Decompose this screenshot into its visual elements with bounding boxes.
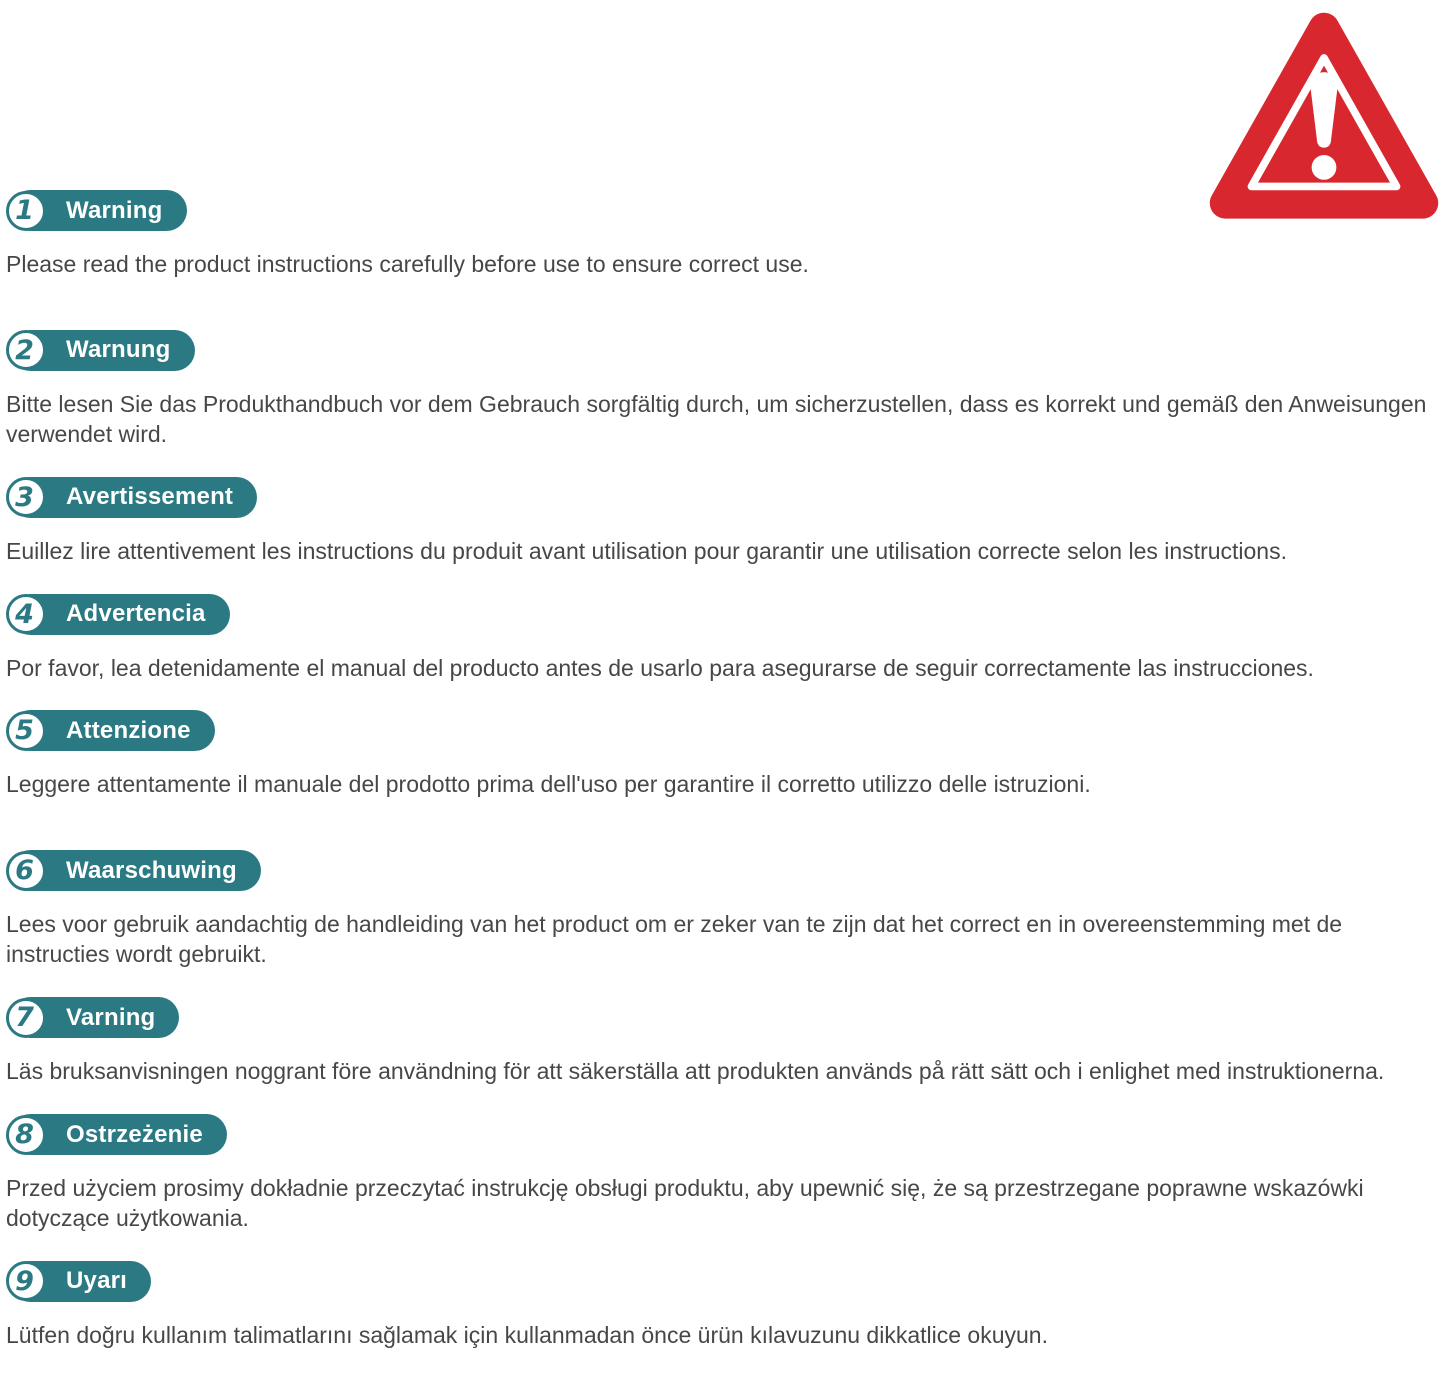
section-warning-fr [6,477,1441,567]
section-warning-de [6,330,1441,450]
badge-label: Varning [66,1003,156,1031]
badge-number-circle [6,594,46,634]
section-text: Please read the product instructions carefully before use to ensure correct use. [6,251,809,277]
section-text: Bitte lesen Sie das Produkthandbuch vor dem Gebrauch sorgfältig durch, um sicherzustellen, dass es korrekt und gemäß den Anweisungen verwendet wird. [6,390,1427,447]
section-badge [10,850,261,891]
section-warning-es [6,594,1441,684]
section-text: Leggere attentamente il manuale del prodotto prima dell'uso per garantire il corretto utilizzo delle istruzioni. [6,771,1091,798]
section-badge [10,594,230,635]
section-badge [10,997,179,1038]
badge-label: Avertissement [66,483,234,511]
section-badge [10,1261,151,1302]
badge-label: Attenzione [66,716,191,744]
section-warning-tr [6,1261,1441,1351]
section-warning-it [6,710,1441,800]
badge-number: 2 [15,334,34,366]
badge-number: 6 [15,855,34,887]
section-warning-nl [6,850,1441,970]
badge-number-circle [6,330,46,370]
badge-label: Ostrzeżenie [66,1120,203,1148]
badge-label: Warning [66,196,163,224]
section-text: Läs bruksanvisningen noggrant före användning för att säkerställa att produkten används på rätt sätt och i enlighet med instruktionerna. [6,1058,1385,1085]
badge-number-circle [6,851,46,891]
section-badge [10,1114,227,1155]
badge-number: 5 [15,715,34,747]
section-text: Por favor, lea detenidamente el manual del producto antes de usarlo para asegurarse de seguir correctamente las instrucciones. [6,654,1314,681]
badge-label: Warnung [66,336,171,364]
warning-triangle-icon [1205,2,1443,240]
badge-number-circle [6,477,46,517]
badge-number: 9 [15,1265,34,1297]
section-text: Lütfen doğru kullanım talimatlarını sağlamak için kullanmadan önce ürün kılavuzunu dikkatlice okuyun. [6,1321,1048,1348]
badge-number: 3 [15,481,34,513]
section-warning-pl [6,1114,1441,1234]
section-badge [10,190,187,231]
badge-number: 7 [15,1002,34,1034]
section-text: Lees voor gebruik aandachtig de handleiding van het product om er zeker van te zijn dat het correct en in overeenstemming met de instructies wordt gebruikt. [6,911,1343,968]
badge-number: 4 [15,598,34,630]
section-badge [10,710,215,751]
badge-label: Advertencia [66,600,206,628]
badge-label: Uyarı [66,1267,128,1295]
badge-number: 8 [15,1119,34,1151]
badge-number-circle [6,191,46,231]
badge-number-circle [6,1115,46,1155]
badge-number-circle [6,998,46,1038]
badge-label: Waarschuwing [66,856,237,884]
badge-number-circle [6,1261,46,1301]
section-warning-sv [6,997,1441,1087]
badge-number-circle [6,711,46,751]
section-text: Przed użyciem prosimy dokładnie przeczytać instrukcję obsługi produktu, aby upewnić się, że są przestrzegane poprawne wskazówki dotyczące użytkowania. [6,1175,1364,1231]
section-text: Euillez lire attentivement les instructions du produit avant utilisation pour garantir une utilisation correcte selon les instructions. [6,537,1287,564]
section-badge [10,477,257,518]
section-badge [10,330,195,371]
badge-number: 1 [15,195,34,226]
